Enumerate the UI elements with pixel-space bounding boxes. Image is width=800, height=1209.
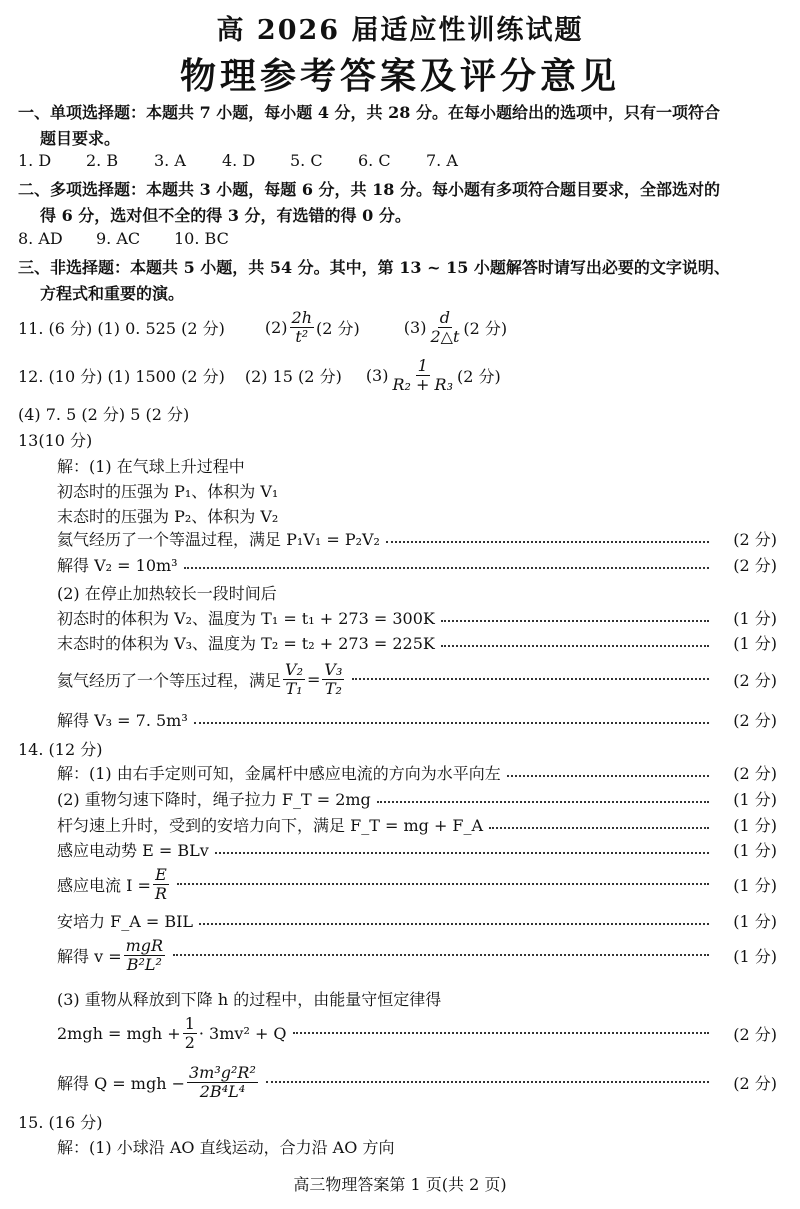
leader-dots [293, 1032, 709, 1034]
q14-line4 [57, 835, 777, 861]
leader-dots [215, 852, 709, 854]
q13-line9-fraction-right [322, 661, 344, 697]
q12-part1: 12. (10 分) (1) 1500 (2 分) [18, 366, 225, 386]
leader-dots [266, 1081, 709, 1083]
q13-line2: 初态时的压强为 P₁、体积为 V₁ [57, 482, 279, 501]
numerator: mgR [125, 935, 164, 955]
q14-line4-text: 感应电动势 E = BLv [57, 841, 209, 860]
q12-part3-score: (2 分) [456, 366, 501, 386]
q12-row [18, 353, 501, 397]
q14-line6-text: 安培力 F_A = BIL [57, 912, 194, 931]
q13-line6: (2) 在停止加热较长一段时间后 [57, 584, 277, 603]
q14-line2 [57, 784, 777, 810]
denominator: 2 [184, 1032, 195, 1052]
q13-line8 [57, 628, 777, 654]
equals-sign: = [306, 669, 321, 689]
section3-header: 三、非选择题：本题共 5 小题，共 54 分。其中，第 13 ~ 15 小题解答时请写出必要的文字说明、 [18, 258, 730, 277]
q12-part2: (2) 15 (2 分) [244, 366, 342, 386]
section2-header: 二、多项选择题：本题共 3 小题，每题 6 分，共 18 分。每小题有多项符合题目要求，全部选对的 [18, 180, 720, 199]
q13-line1: 解：(1) 在气球上升过程中 [57, 457, 245, 476]
leader-dots [507, 775, 709, 777]
answer-2: 2. B [86, 151, 119, 170]
answer-10: 10. BC [174, 229, 229, 248]
q15-label: 15. (16 分) [18, 1113, 103, 1132]
q11-part2-numerator: 2h [291, 307, 313, 327]
q14-line9 [57, 1010, 777, 1056]
score: (2 分) [733, 530, 777, 549]
score: (1 分) [733, 841, 777, 860]
answer-9: 9. AC [96, 229, 141, 248]
score: (2 分) [733, 764, 777, 783]
numerator: 1 [184, 1013, 195, 1033]
score: (1 分) [733, 790, 777, 809]
numerator: E [155, 864, 167, 884]
q14-line9-text: 2mgh = mgh + [57, 1023, 181, 1043]
q11-part3-label: (3) [403, 317, 427, 337]
numerator: V₃ [324, 659, 343, 679]
q12-part3-denominator: R₂ + R₃ [392, 374, 453, 394]
score: (2 分) [733, 556, 777, 575]
section2-header-cont: 得 6 分，选对但不全的得 3 分，有选错的得 0 分。 [40, 206, 411, 225]
q14-label: 14. (12 分) [18, 740, 103, 759]
exam-title: 高 2026 届适应性训练试题 [216, 15, 584, 46]
leader-dots [173, 954, 709, 956]
q13-line9 [57, 657, 777, 701]
score: (1 分) [733, 912, 777, 931]
section2-answers [18, 229, 252, 248]
answer-7: 7. A [426, 151, 458, 170]
q14-line7-fraction [124, 937, 165, 973]
q13-line4 [57, 524, 777, 550]
score: (2 分) [733, 670, 777, 690]
leader-dots [489, 827, 709, 829]
q12-part3-label: (3) [365, 365, 389, 385]
q14-line1-text: 解：(1) 由右手定则可知，金属杆中感应电流的方向为水平向左 [57, 764, 501, 783]
q11-part2-denominator: t² [295, 326, 309, 346]
q14-line9-fraction [183, 1015, 197, 1051]
leader-dots [377, 801, 709, 803]
q13-line5-text: 解得 V₂ = 10m³ [57, 556, 178, 575]
q13-line3: 末态时的压强为 P₂、体积为 V₂ [57, 507, 279, 526]
q13-line7 [57, 603, 777, 629]
q14-line3 [57, 810, 777, 836]
q12-part3-numerator: 1 [417, 355, 428, 375]
answer-8: 8. AD [18, 229, 63, 248]
q14-line2-text: (2) 重物匀速下降时，绳子拉力 F_T = 2mg [57, 790, 371, 809]
leader-dots [194, 722, 709, 724]
leader-dots [199, 923, 709, 925]
q13-label: 13(10 分) [18, 431, 93, 450]
leader-dots [386, 541, 709, 543]
q15-line1: 解：(1) 小球沿 AO 直线运动，合力沿 AO 方向 [57, 1138, 395, 1157]
answer-6: 6. C [358, 151, 391, 170]
q14-line1 [57, 758, 777, 784]
q13-line5 [57, 550, 777, 576]
section1-answers [18, 151, 494, 170]
q11-part3-denominator: 2△t [430, 326, 460, 346]
q11-part3-numerator: d [439, 307, 451, 327]
q13-line9-fraction-left [283, 661, 305, 697]
denominator: R [154, 883, 167, 903]
score: (2 分) [733, 1024, 777, 1044]
q11-part3-fraction [428, 309, 461, 345]
page-footer: 高三物理答案第 1 页(共 2 页) [293, 1175, 507, 1194]
leader-dots [352, 678, 709, 680]
denominator: 2B⁴L⁴ [199, 1081, 246, 1101]
q13-line9-text: 氦气经历了一个等压过程，满足 [57, 670, 282, 690]
q11-row [18, 305, 507, 349]
q11-part1: 11. (6 分) (1) 0. 525 (2 分) [18, 318, 225, 338]
answer-4: 4. D [222, 151, 256, 170]
numerator: V₂ [285, 659, 303, 679]
score: (1 分) [733, 875, 777, 895]
q12-part4: (4) 7. 5 (2 分) 5 (2 分) [18, 405, 190, 424]
leader-dots [177, 883, 709, 885]
score: (1 分) [733, 609, 777, 628]
q13-line10 [57, 705, 777, 731]
q14-line5-fraction [153, 866, 169, 902]
score: (2 分) [733, 1073, 777, 1093]
score: (2 分) [733, 711, 777, 730]
numerator: 3m³g²R² [189, 1062, 256, 1082]
q14-line7 [57, 932, 777, 978]
section3-header-cont: 方程式和重要的演。 [40, 284, 185, 303]
score: (1 分) [733, 816, 777, 835]
q13-line4-text: 氦气经历了一个等温过程，满足 P₁V₁ = P₂V₂ [57, 530, 380, 549]
q14-line10 [57, 1058, 777, 1106]
q14-line10-fraction [187, 1064, 258, 1100]
q11-part2-fraction [290, 309, 314, 345]
q14-line9-text-end: · 3mv² + Q [198, 1023, 287, 1043]
q11-part2-label: (2) [264, 317, 288, 337]
q14-line8: (3) 重物从释放到下降 h 的过程中，由能量守恒定律得 [57, 990, 442, 1009]
leader-dots [184, 567, 709, 569]
denominator: T₁ [285, 678, 303, 698]
q13-line8-text: 末态时的体积为 V₃、温度为 T₂ = t₂ + 273 = 225K [57, 634, 435, 653]
q12-part3-fraction [390, 357, 455, 393]
section1-header-cont: 题目要求。 [40, 129, 121, 148]
q11-part2-score: (2 分) [316, 318, 360, 338]
q14-line6 [57, 906, 777, 932]
leader-dots [441, 620, 709, 622]
q14-line7-text: 解得 v = [57, 946, 122, 966]
score: (1 分) [733, 634, 777, 653]
denominator: T₂ [324, 678, 342, 698]
answer-5: 5. C [290, 151, 323, 170]
q13-line7-text: 初态时的体积为 V₂、温度为 T₁ = t₁ + 273 = 300K [57, 609, 435, 628]
q13-line10-text: 解得 V₃ = 7. 5m³ [57, 711, 188, 730]
section1-header: 一、单项选择题：本题共 7 小题，每小题 4 分，共 28 分。在每小题给出的选项中，只有一项符合 [18, 103, 720, 122]
score: (1 分) [733, 946, 777, 966]
q14-line10-text: 解得 Q = mgh − [57, 1073, 185, 1093]
leader-dots [441, 645, 709, 647]
answer-3: 3. A [154, 151, 186, 170]
q14-line3-text: 杆匀速上升时，受到的安培力向下，满足 F_T = mg + F_A [57, 816, 484, 835]
q14-line5-text: 感应电流 I = [57, 875, 151, 895]
document-title: 物理参考答案及评分意见 [179, 55, 620, 97]
q14-line5 [57, 862, 777, 906]
q11-part3-score: (2 分) [463, 318, 508, 338]
denominator: B²L² [126, 954, 162, 974]
answer-1: 1. D [18, 151, 52, 170]
